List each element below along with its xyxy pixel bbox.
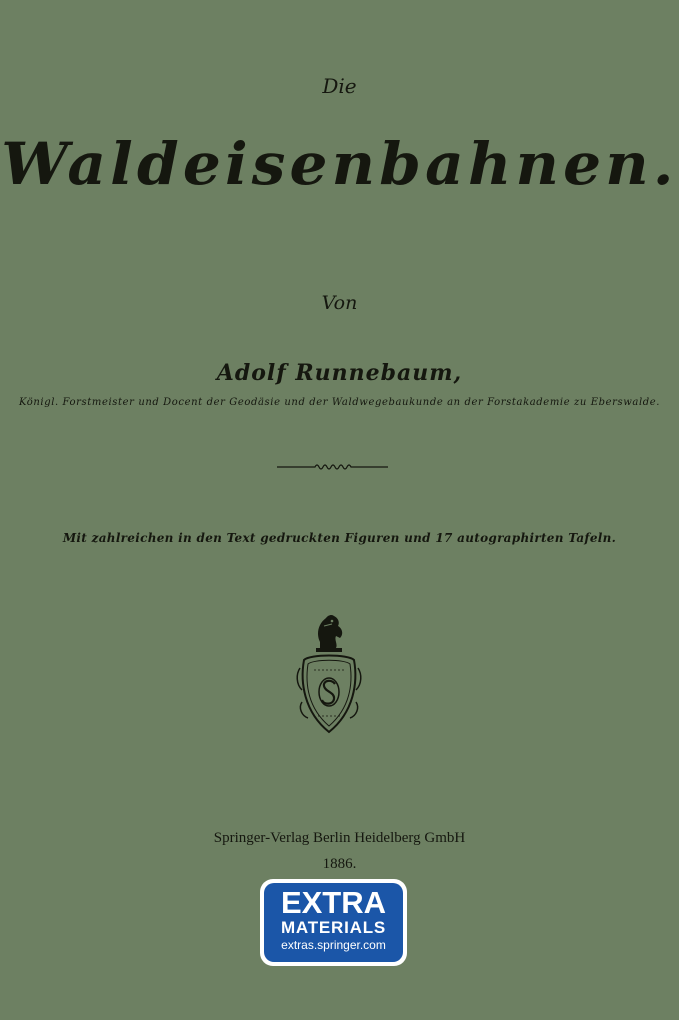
badge-panel: [264, 883, 403, 962]
publisher-name: Springer-Verlag Berlin Heidelberg GmbH: [213, 830, 466, 846]
badge-line-url: extras.springer.com: [281, 938, 386, 952]
badge-line-materials: MATERIALS: [280, 918, 387, 937]
book-title: Waldeisenbahnen.: [1, 130, 678, 198]
by-line: Von: [321, 292, 358, 314]
pre-title: Die: [322, 74, 357, 98]
author-name: Adolf Runnebaum,: [216, 360, 463, 386]
author-description: Königl. Forstmeister und Docent der Geodäsie und der Waldwegebaukunde an der Forstakademie zu Eberswalde.: [18, 396, 661, 409]
wavy-rule-divider: [275, 458, 390, 474]
illustrations-note: Mit zahlreichen in den Text gedruckten Figuren und 17 autographirten Tafeln.: [62, 531, 617, 545]
badge-line-extra: EXTRA: [280, 885, 387, 920]
extra-materials-badge[interactable]: [260, 879, 407, 966]
springer-knight-emblem: [294, 612, 364, 742]
publication-year: 1886.: [322, 856, 357, 872]
